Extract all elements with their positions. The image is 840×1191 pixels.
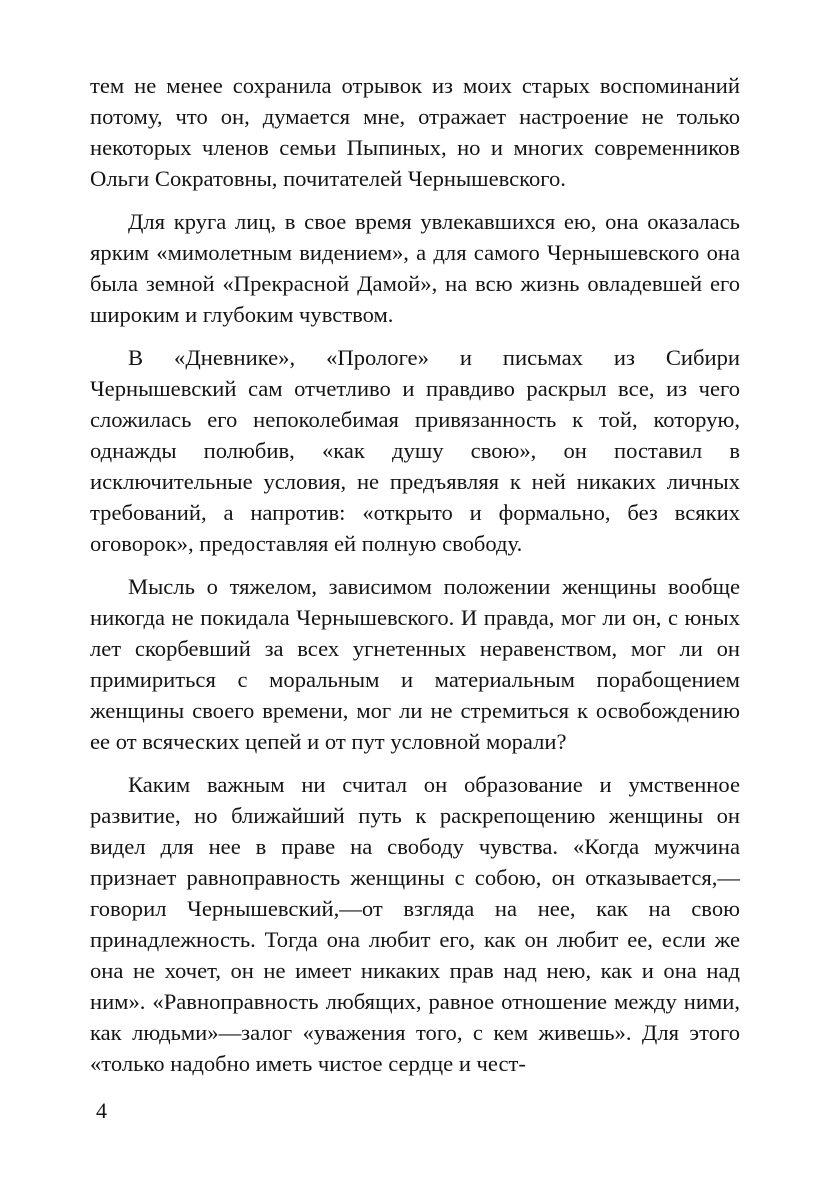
paragraph-3: В «Дневнике», «Прологе» и письмах из Сибири Чернышевский сам отчетливо и правдиво раскрыл все, из чего сложилась его непоколебимая привязанность к той, которую, однажды полюбив, «как душу свою», он поставил в исключительные условия, не предъявляя к ней никаких личных требований, а напротив: «открыто и формально, без всяких оговорок», предоставляя ей полную свободу. — [90, 345, 740, 556]
page-number: 4 — [96, 1098, 107, 1123]
paragraph-4: Мысль о тяжелом, зависимом положении женщины вообще никогда не покидала Чернышевского. И правда, мог ли он, с юных лет скорбевший за всех угнетенных неравенством, мог ли он примириться с моральным и материальным порабощением женщины своего времени, мог ли не стремиться к освобождению ее от всяческих цепей и от пут условной морали? — [90, 574, 740, 754]
paragraph-5: Каким важным ни считал он образование и умственное развитие, но ближайший путь к раскрепощению женщины он видел для нее в праве на свободу чувства. «Когда мужчина признает равноправность женщины с собою, он отказывается,— говорил Чернышевский,—от взгляда на нее, как на свою принадлежность. Тогда она любит его, как он любит ее, если же она не хочет, он не имеет никаких прав над нею, как и она над ним». «Равноправность любящих, равное отношение между ними, как людьми»—залог «уважения того, с кем живешь». Для этого «только надобно иметь чистое сердце и чест- — [90, 772, 740, 1076]
paragraph-1: тем не менее сохранила отрывок из моих старых воспоминаний потому, что он, думается мне, отражает настроение не только некоторых членов семьи Пыпиных, но и многих современников Ольги Сократовны, почитателей Чернышевского. — [90, 73, 740, 191]
page-text — [90, 70, 740, 1091]
paragraph-2: Для круга лиц, в свое время увлекавшихся ею, она оказалась ярким «мимолетным видением», а для самого Чернышевского она была земной «Прекрасной Дамой», на всю жизнь овладевшей его широким и глубоким чувством. — [90, 209, 740, 327]
